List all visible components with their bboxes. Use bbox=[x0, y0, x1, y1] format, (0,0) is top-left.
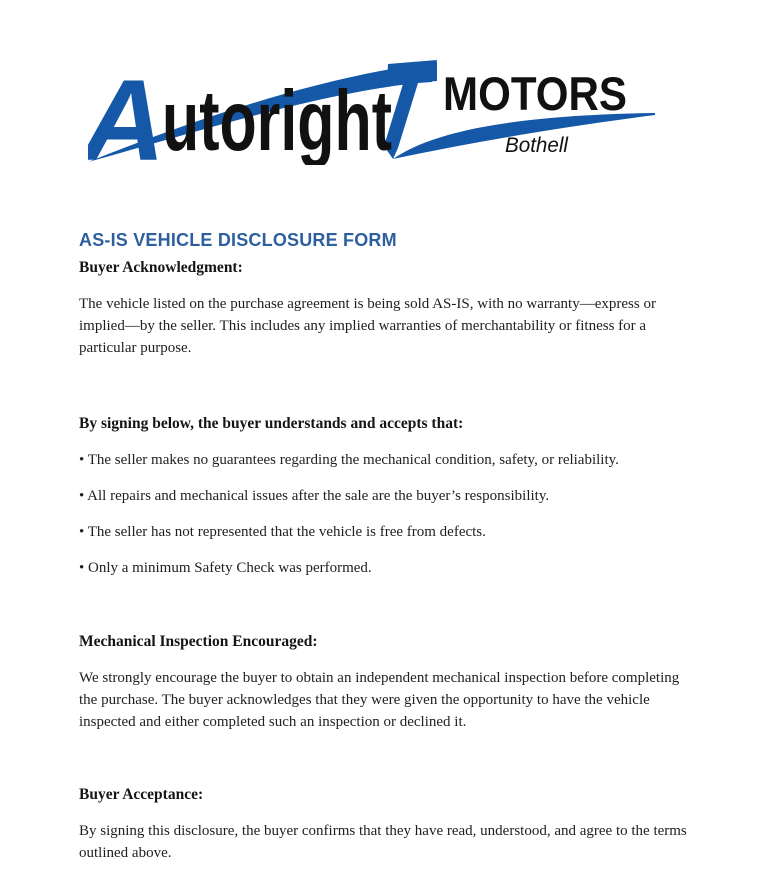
form-title: AS-IS VEHICLE DISCLOSURE FORM bbox=[79, 230, 397, 250]
section-heading-mechanical-inspection: Mechanical Inspection Encouraged: bbox=[79, 633, 318, 650]
paragraph-buyer-acknowledgment: The vehicle listed on the purchase agreement is being sold AS-IS, with no warranty—express or implied—by the seller. This includes any implied warranties of merchantability or fitness for a particular purpose. bbox=[79, 296, 656, 356]
section-heading-buyer-acceptance: Buyer Acceptance: bbox=[79, 786, 204, 803]
bullet-no-guarantees: • The seller makes no guarantees regarding the mechanical condition, safety, or reliability. bbox=[79, 452, 619, 468]
paragraph-mechanical-inspection: We strongly encourage the buyer to obtain an independent mechanical inspection before completing the purchase. The buyer acknowledges that they were given the opportunity to have the vehicle inspected and either completed such an inspection or declined it. bbox=[79, 670, 680, 730]
logo-word-utoright: utoright bbox=[162, 74, 392, 165]
section-heading-buyer-acknowledgment: Buyer Acknowledgment: bbox=[79, 259, 243, 276]
logo-city-bothell: Bothell bbox=[505, 134, 570, 157]
autoright-motors-logo-graphic bbox=[88, 60, 655, 165]
dealership-logo bbox=[88, 60, 655, 165]
bullet-repairs-responsibility: • All repairs and mechanical issues after the sale are the buyer’s responsibility. bbox=[79, 488, 550, 504]
bullet-minimum-safety-check: • Only a minimum Safety Check was performed. bbox=[79, 560, 372, 576]
bullet-not-free-from-defects: • The seller has not represented that the vehicle is free from defects. bbox=[79, 524, 486, 540]
section-heading-by-signing-below: By signing below, the buyer understands and accepts that: bbox=[79, 415, 464, 432]
paragraph-buyer-acceptance: By signing this disclosure, the buyer confirms that they have read, understood, and agree to the terms outlined above. bbox=[79, 823, 687, 861]
logo-word-motors: MOTORS bbox=[443, 67, 627, 120]
logo-letter-a: A bbox=[88, 60, 166, 165]
